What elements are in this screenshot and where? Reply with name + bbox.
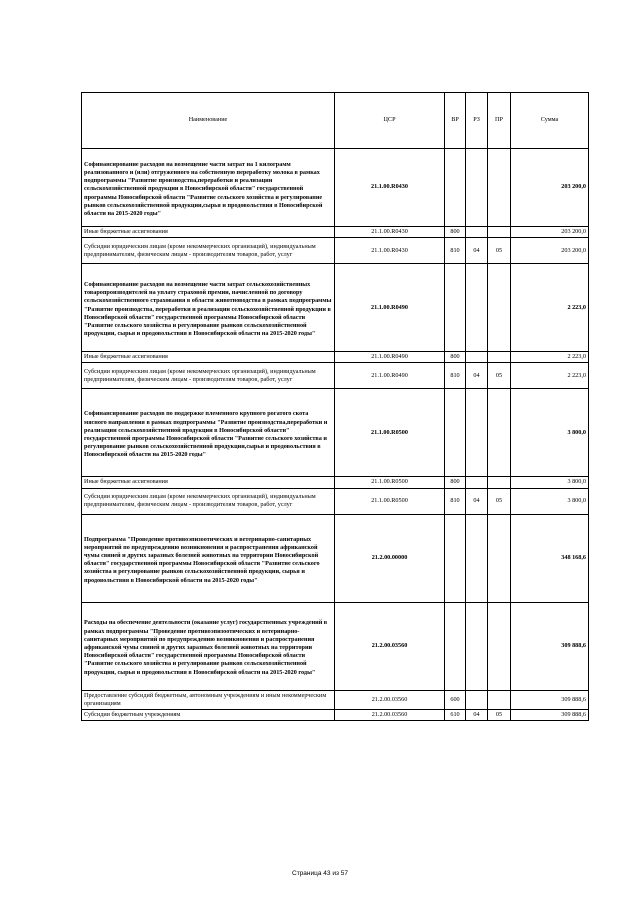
cell-pr: 05 [488, 710, 511, 721]
cell-name: Софинансирование расходов на возмещение части затрат сельскохозяйственных товаропроизводителей на уплату страховой премии, начисленной по договору сельскохозяйственного страхования в области животноводства в рамках подпрограммы "Развитие производства, переработки и реализации сельскохозяйственной продукции в Новосибирской области" государственной программы Новосибирской области "Развитие сельского хозяйства и регулирование рынков сельскохозяйственной продукции, сырья и продовольствия в Новосибирской области на 2015-2020 годы" [82, 264, 335, 352]
cell-sum: 348 168,6 [511, 514, 589, 602]
cell-pr: 05 [488, 238, 511, 264]
cell-rz [466, 227, 488, 238]
cell-vr: 800 [445, 227, 466, 238]
table-header-row [82, 93, 589, 149]
cell-csr: 21.2.00.03560 [335, 710, 445, 721]
cell-rz: 04 [466, 488, 488, 514]
cell-pr [488, 264, 511, 352]
cell-name: Иные бюджетные ассигнования [82, 352, 335, 363]
cell-rz: 04 [466, 238, 488, 264]
table-row [82, 710, 589, 721]
cell-rz [466, 690, 488, 709]
cell-pr: 05 [488, 488, 511, 514]
cell-name: Иные бюджетные ассигнования [82, 477, 335, 488]
cell-rz [466, 149, 488, 227]
cell-sum: 309 888,6 [511, 690, 589, 709]
cell-sum: 203 200,0 [511, 149, 589, 227]
cell-csr: 21.1.00.R0500 [335, 488, 445, 514]
cell-pr [488, 602, 511, 690]
cell-csr: 21.1.00.R0500 [335, 477, 445, 488]
table-row [82, 389, 589, 477]
page-number: Страница 43 из 57 [292, 870, 348, 877]
table-row [82, 352, 589, 363]
table-row [82, 602, 589, 690]
cell-vr: 810 [445, 238, 466, 264]
table-row [82, 238, 589, 264]
cell-rz: 04 [466, 710, 488, 721]
cell-sum: 203 200,0 [511, 227, 589, 238]
cell-rz [466, 602, 488, 690]
cell-name: Субсидии юридическим лицам (кроме некоммерческих организаций), индивидуальным предпринимателям, физическим лицам - производителям товаров, работ, услуг [82, 363, 335, 389]
cell-pr [488, 227, 511, 238]
header-sum: Сумма [511, 93, 589, 149]
budget-table [81, 92, 589, 721]
cell-sum: 203 200,0 [511, 238, 589, 264]
table-row [82, 149, 589, 227]
cell-vr [445, 389, 466, 477]
header-rz: РЗ [466, 93, 488, 149]
cell-csr: 21.1.00.R0430 [335, 238, 445, 264]
cell-name: Субсидии юридическим лицам (кроме некоммерческих организаций), индивидуальным предпринимателям, физическим лицам - производителям товаров, работ, услуг [82, 238, 335, 264]
cell-csr: 21.1.00.R0490 [335, 352, 445, 363]
cell-rz [466, 264, 488, 352]
cell-sum: 3 800,0 [511, 488, 589, 514]
header-vr: ВР [445, 93, 466, 149]
cell-csr: 21.1.00.R0430 [335, 227, 445, 238]
cell-name: Предоставление субсидий бюджетным, автономным учреждениям и иным некоммерческим организациям [82, 690, 335, 709]
cell-pr [488, 477, 511, 488]
table-row [82, 264, 589, 352]
cell-csr: 21.2.00.00000 [335, 514, 445, 602]
cell-rz [466, 477, 488, 488]
cell-rz: 04 [466, 363, 488, 389]
cell-name: Субсидии юридическим лицам (кроме некоммерческих организаций), индивидуальным предпринимателям, физическим лицам - производителям товаров, работ, услуг [82, 488, 335, 514]
cell-csr: 21.1.00.R0490 [335, 363, 445, 389]
cell-name: Иные бюджетные ассигнования [82, 227, 335, 238]
cell-vr: 810 [445, 488, 466, 514]
cell-sum: 3 800,0 [511, 389, 589, 477]
cell-pr [488, 514, 511, 602]
cell-sum: 309 888,6 [511, 602, 589, 690]
cell-pr: 05 [488, 363, 511, 389]
cell-vr [445, 149, 466, 227]
table-row [82, 690, 589, 709]
cell-vr: 610 [445, 710, 466, 721]
cell-rz [466, 352, 488, 363]
cell-vr: 810 [445, 363, 466, 389]
cell-vr: 800 [445, 477, 466, 488]
cell-sum: 2 223,0 [511, 264, 589, 352]
header-pr: ПР [488, 93, 511, 149]
cell-csr: 21.1.00.R0500 [335, 389, 445, 477]
cell-vr [445, 602, 466, 690]
table-row [82, 363, 589, 389]
table-row [82, 477, 589, 488]
cell-vr [445, 264, 466, 352]
cell-rz [466, 389, 488, 477]
cell-sum: 3 800,0 [511, 477, 589, 488]
cell-rz [466, 514, 488, 602]
table-body [82, 149, 589, 721]
cell-pr [488, 352, 511, 363]
cell-csr: 21.2.00.03560 [335, 690, 445, 709]
budget-table-page [81, 92, 588, 721]
cell-name: Субсидии бюджетным учреждениям [82, 710, 335, 721]
cell-csr: 21.1.00.R0490 [335, 264, 445, 352]
cell-vr: 800 [445, 352, 466, 363]
cell-sum: 309 888,6 [511, 710, 589, 721]
cell-name: Подпрограмма "Проведение противоэпизоотических и ветеринарно-санитарных мероприятий по предупреждению возникновения и распространения африканской чумы свиней и других заразных болезней животных на территории Новосибирской области" государственной программы Новосибирской области "Развитие сельского хозяйства и регулирование рынков сельскохозяйственной продукции, сырья и продовольствия в Новосибирской области на 2015-2020 годы" [82, 514, 335, 602]
cell-name: Расходы на обеспечение деятельности (оказание услуг) государственных учреждений в рамках подпрограммы "Проведение противоэпизоотических и ветеринарно-санитарных мероприятий по предупреждению возникновения и распространения африканской чумы свиней и других заразных болезней животных на территории Новосибирской области" государственной программы Новосибирской области "Развитие сельского хозяйства и регулирование рынков сельскохозяйственной продукции, сырья и продовольствия в Новосибирской области на 2015-2020 годы" [82, 602, 335, 690]
table-row [82, 514, 589, 602]
cell-name: Софинансирование расходов на возмещение части затрат на 1 килограмм реализованного и (или) отгруженного на собственную переработку молока в рамках подпрограммы "Развитие производства,переработки и реализации сельскохозяйственной продукции в Новосибирской области" государственной программы Новосибирской области "Развитие сельского хозяйства и регулирование рынков сельскохозяйственной продукции,сырья и продовольствия в Новосибирской области на 2015-2020 годы" [82, 149, 335, 227]
table-row [82, 488, 589, 514]
header-name: Наименование [82, 93, 335, 149]
cell-pr [488, 149, 511, 227]
cell-pr [488, 690, 511, 709]
cell-pr [488, 389, 511, 477]
cell-sum: 2 223,0 [511, 352, 589, 363]
header-csr: ЦСР [335, 93, 445, 149]
cell-csr: 21.1.00.R0430 [335, 149, 445, 227]
cell-vr: 600 [445, 690, 466, 709]
cell-sum: 2 223,0 [511, 363, 589, 389]
cell-vr [445, 514, 466, 602]
table-row [82, 227, 589, 238]
cell-name: Софинансирование расходов по поддержке племенного крупного рогатого скота мясного направления в рамках подпрограммы "Развитие производства,переработки и реализации сельскохозяйственной продукции в Новосибирской области" государственной программы Новосибирской области "Развитие сельского хозяйства и регулирование рынков сельскохозяйственной продукции,сырья и продовольствия в Новосибирской области на 2015-2020 годы" [82, 389, 335, 477]
cell-csr: 21.2.00.03560 [335, 602, 445, 690]
